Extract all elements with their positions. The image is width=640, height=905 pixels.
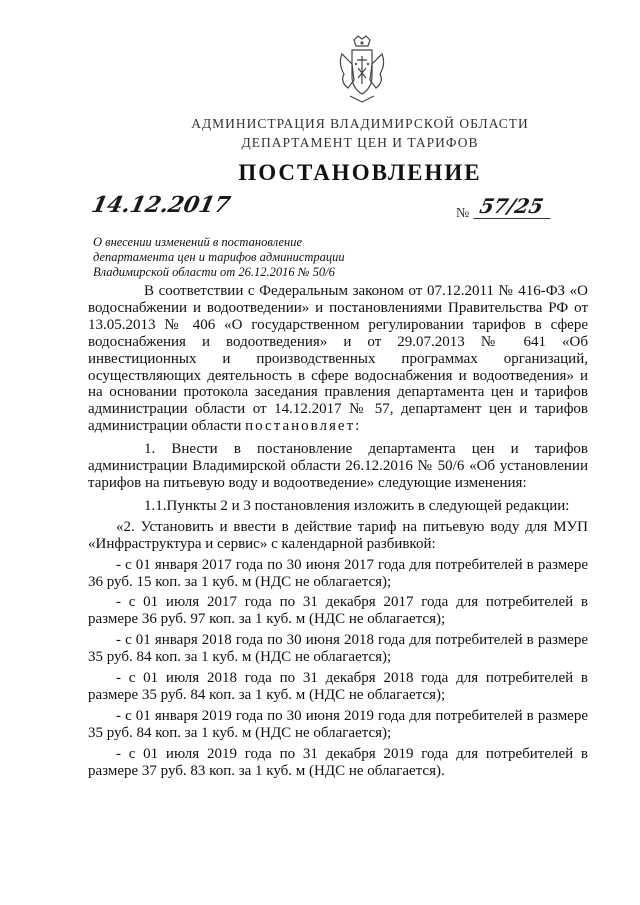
preamble-text: В соответствии с Федеральным законом от 07.12.2011 № 416-ФЗ «О водоснабжении и водоотведении» и постановлениями Правительства РФ от 13.05.2013 № 406 «О государственном регулировании тарифов в сфере водоснабжения и водоотведения» и от 29.07.2013 № 641 «Об инвестиционных и производственных программах организаций, осуществляющих деятельность в сфере водоснабжения и водоотведения» и на основании протокола заседания правления департамента цен и тарифов администрации области от 14.12.2017 № 57, департамент цен и тарифов администрации области (88, 283, 588, 435)
document-body (88, 283, 588, 779)
document-number: 57/25 (473, 194, 555, 219)
tariff-item: - с 01 июля 2017 года по 31 декабря 2017 года для потребителей в размере 36 руб. 97 коп. за 1 куб. м (НДС не облагается); (88, 594, 588, 628)
document-date: 14.12.2017 (89, 192, 233, 218)
document-type: ПОСТАНОВЛЕНИЕ (238, 160, 482, 185)
tariff-item: - с 01 января 2018 года по 30 июня 2018 года для потребителей в размере 35 руб. 84 коп. за 1 куб. м (НДС не облагается); (88, 632, 588, 666)
tariff-item: - с 01 июля 2019 года по 31 декабря 2019 года для потребителей в размере 37 руб. 83 коп. за 1 куб. м (НДС не облагается). (88, 745, 588, 779)
point-1-1: 1.1.Пункты 2 и 3 постановления изложить в следующей редакции: (144, 497, 570, 514)
subject-line: Владимирской области от 26.12.2016 № 50/6 (93, 265, 335, 279)
subject-line: О внесении изменений в постановление (93, 235, 303, 249)
organization-name: АДМИНИСТРАЦИЯ ВЛАДИМИРСКОЙ ОБЛАСТИ (191, 116, 529, 131)
point-2: «2. Установить и ввести в действие тариф на питьевую воду для МУП «Инфраструктура и сервис» с календарной разбивкой: (88, 518, 588, 552)
preamble-paragraph (88, 283, 588, 435)
tariff-item: - с 01 июля 2018 года по 31 декабря 2018 года для потребителей в размере 35 руб. 84 коп. за 1 куб. м (НДС не облагается); (88, 670, 588, 703)
subject-line: департамента цен и тарифов администрации (93, 250, 345, 264)
number-label: № (456, 206, 470, 221)
tariff-item: - с 01 января 2017 года по 30 июня 2017 года для потребителей в размере 36 руб. 15 коп. за 1 куб. м (НДС не облагается); (88, 556, 588, 590)
resolution-keyword: постановляет: (245, 418, 362, 435)
point-1: 1. Внести в постановление департамента цен и тарифов администрации Владимирской области 26.12.2016 № 50/6 «Об установлении тарифов на питьевую воду и водоотведение» следующие изменения: (88, 441, 588, 491)
document-subject (93, 235, 345, 280)
tariff-item: - с 01 января 2019 года по 30 июня 2019 года для потребителей в размере 35 руб. 84 коп. за 1 куб. м (НДС не облагается); (88, 707, 588, 741)
coat-of-arms-icon (336, 34, 388, 104)
department-name: ДЕПАРТАМЕНТ ЦЕН И ТАРИФОВ (241, 135, 479, 150)
